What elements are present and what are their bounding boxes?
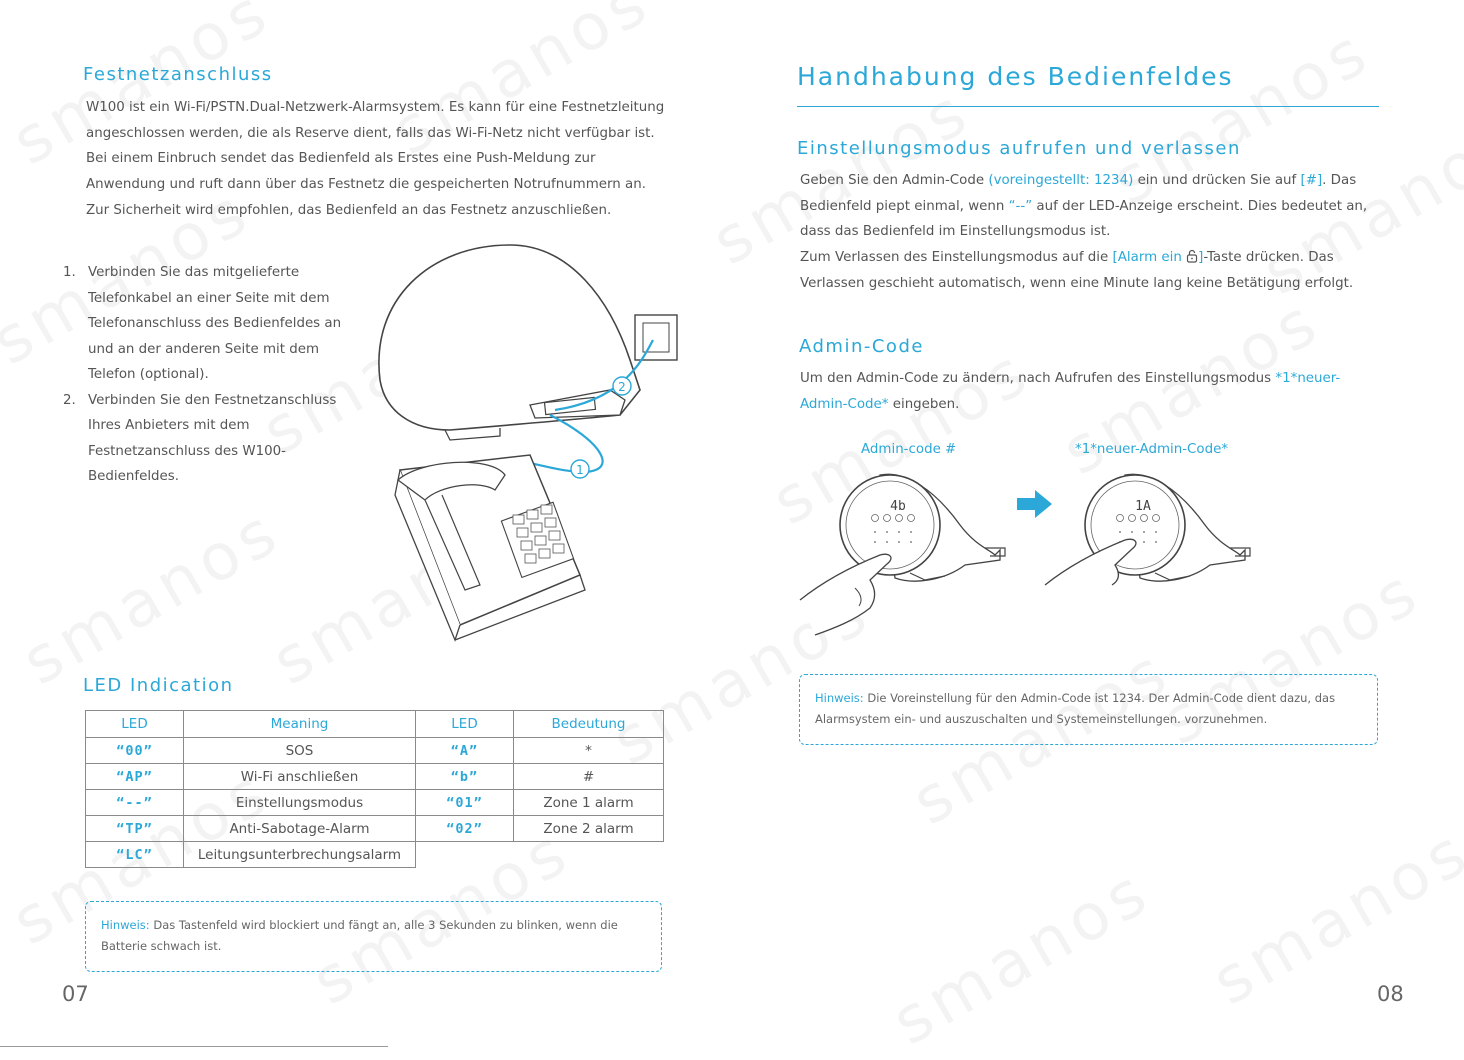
- text-line: [800, 366, 1390, 392]
- hint-box-left: [85, 901, 662, 972]
- illus-label-left: Admin-code #: [861, 442, 957, 457]
- text-line: dass das Bedienfeld im Einstellungsmodus ist.: [800, 224, 1111, 240]
- control-panel-left: [800, 474, 1005, 635]
- list-item: [63, 388, 363, 490]
- led-meaning: SOS: [184, 738, 416, 764]
- highlight-text: ]: [1198, 250, 1204, 266]
- list-number: 1.: [63, 265, 76, 280]
- text-line: Bei einem Einbruch sendet das Bedienfeld als Erstes eine Push-Meldung zur: [86, 151, 596, 167]
- highlight-text: [Alarm ein: [1112, 250, 1187, 266]
- highlight-text: [#]: [1300, 173, 1323, 188]
- led-code: “LC”: [86, 842, 184, 868]
- arrow-right-icon: [1017, 490, 1052, 518]
- table-header-row: [86, 711, 664, 738]
- hint-text: Batterie schwach ist.: [101, 939, 222, 953]
- section-heading-festnetz: Festnetzanschluss: [83, 64, 273, 85]
- divider: [0, 1046, 388, 1047]
- page-title: Handhabung des Bedienfeldes: [797, 62, 1234, 91]
- connection-illustration: [370, 240, 690, 650]
- text-span: . Das: [1322, 173, 1357, 188]
- column-header: LED: [86, 711, 184, 738]
- admin-code-illustration: [795, 470, 1265, 640]
- text-line: Ihres Anbieters mit dem: [88, 418, 250, 433]
- table-row: [86, 764, 664, 790]
- column-header: Bedeutung: [514, 711, 664, 738]
- text-line: [800, 194, 1390, 220]
- page-number-right: 08: [1377, 982, 1404, 1006]
- admin-code-paragraph: [800, 366, 1390, 417]
- led-meaning: Zone 2 alarm: [514, 816, 664, 842]
- intro-paragraph: [86, 95, 676, 224]
- watermark: [11, 494, 294, 700]
- table-row: [86, 790, 664, 816]
- watermark: [881, 854, 1164, 1060]
- text-line: Bedienfeldes.: [88, 469, 180, 484]
- list-item: [63, 260, 363, 388]
- text-line: Telefonkabel an einer Seite mit dem: [88, 290, 330, 306]
- text-span: -Taste drücken. Das: [1203, 250, 1334, 266]
- led-table: [85, 710, 664, 868]
- table-row: [86, 738, 664, 764]
- highlight-text: “--”: [1008, 198, 1033, 214]
- led-meaning: Zone 1 alarm: [514, 790, 664, 816]
- text-span: Zum Verlassen des Einstellungsmodus auf die: [800, 250, 1113, 266]
- led-meaning: Wi-Fi anschließen: [184, 764, 416, 790]
- led-code: “02”: [416, 816, 514, 842]
- text-line: [800, 168, 1390, 194]
- control-panel-right: [1045, 474, 1250, 585]
- led-meaning: Anti-Sabotage-Alarm: [184, 816, 416, 842]
- hint-label: Hinweis:: [815, 691, 864, 705]
- highlight-text: *1*neuer-: [1275, 371, 1341, 386]
- hint-box-right: [799, 674, 1378, 745]
- text-line: angeschlossen werden, die als Reserve dient, falls das Wi-Fi-Netz nicht verfügbar ist.: [86, 125, 655, 141]
- text-span: Bedienfeld piept einmal, wenn: [800, 198, 1009, 214]
- table-row: [86, 842, 664, 868]
- led-meaning: *: [514, 738, 664, 764]
- illus-label-right: *1*neuer-Admin-Code*: [1075, 442, 1229, 457]
- text-line: [800, 392, 1390, 418]
- text-span: Um den Admin-Code zu ändern, nach Aufrufen des Einstellungsmodus: [800, 371, 1276, 386]
- text-span: eingeben.: [888, 396, 960, 412]
- text-line: Zur Sicherheit wird empfohlen, das Bedienfeld an das Festnetz anzuschließen.: [86, 202, 612, 218]
- text-line: W100 ist ein Wi-Fi/PSTN.Dual-Netzwerk-Alarmsystem. Es kann für eine Festnetzleitung: [86, 100, 665, 115]
- section-heading-einstellungsmodus: Einstellungsmodus aufrufen und verlassen: [797, 138, 1241, 159]
- steps-list: [63, 260, 363, 490]
- page-number-left: 07: [62, 982, 89, 1006]
- text-line: Festnetzanschluss des W100-: [88, 443, 286, 459]
- title-divider: [797, 106, 1379, 107]
- list-number: 2.: [63, 392, 76, 408]
- empty-cell: [416, 842, 514, 868]
- hint-label: Hinweis:: [101, 918, 150, 932]
- led-meaning: Leitungsunterbrechungsalarm: [184, 842, 416, 868]
- hint-text: Die Voreinstellung für den Admin-Code ist 1234. Der Admin-Code dient dazu, das: [863, 691, 1336, 705]
- text-line: Verbinden Sie den Festnetzanschluss: [88, 392, 337, 408]
- text-line: Verbinden Sie das mitgelieferte: [88, 265, 300, 280]
- column-header: LED: [416, 711, 514, 738]
- text-line: Telefonanschluss des Bedienfeldes an: [88, 316, 342, 331]
- text-line: Anwendung und ruft dann über das Festnetz die gespeicherten Notrufnummern an.: [86, 177, 646, 193]
- text-span: ein und drücken Sie auf: [1133, 173, 1301, 188]
- text-line: Telefon (optional).: [88, 367, 209, 382]
- empty-cell: [514, 842, 664, 868]
- led-display-right: 1A: [1135, 499, 1151, 514]
- text-line: Verlassen geschieht automatisch, wenn eine Minute lang keine Betätigung erfolgt.: [800, 275, 1354, 291]
- watermark: [1201, 814, 1464, 1020]
- section-heading-led: LED Indication: [83, 675, 234, 696]
- highlight-text: (voreingestellt: 1234): [988, 173, 1134, 188]
- led-display-left: 4b: [890, 499, 906, 514]
- led-code: “AP”: [86, 764, 184, 790]
- text-line: und an der anderen Seite mit dem: [88, 341, 320, 357]
- diagram-label-2: 2: [618, 380, 626, 394]
- einstellungsmodus-paragraph: [800, 168, 1390, 297]
- led-meaning: Einstellungsmodus: [184, 790, 416, 816]
- led-code: “TP”: [86, 816, 184, 842]
- text-span: Geben Sie den Admin-Code: [800, 173, 989, 188]
- hint-text: Alarmsystem ein- und auszuschalten und Systemeinstellungen. vorzunehmen.: [815, 712, 1268, 726]
- table-row: [86, 816, 664, 842]
- led-code: “b”: [416, 764, 514, 790]
- highlight-text: Admin-Code*: [800, 396, 889, 412]
- led-code: “--”: [86, 790, 184, 816]
- section-heading-admin-code: Admin-Code: [799, 336, 924, 357]
- text-line: [800, 245, 1390, 271]
- led-code: “00”: [86, 738, 184, 764]
- led-code: “A”: [416, 738, 514, 764]
- hint-text: Das Tastenfeld wird blockiert und fängt an, alle 3 Sekunden zu blinken, wenn die: [149, 918, 618, 932]
- column-header: Meaning: [184, 711, 416, 738]
- unlock-icon: [1186, 249, 1198, 263]
- diagram-label-1: 1: [576, 463, 584, 477]
- led-meaning: #: [514, 764, 664, 790]
- led-code: “01”: [416, 790, 514, 816]
- text-span: auf der LED-Anzeige erscheint. Dies bedeutet an,: [1032, 198, 1368, 214]
